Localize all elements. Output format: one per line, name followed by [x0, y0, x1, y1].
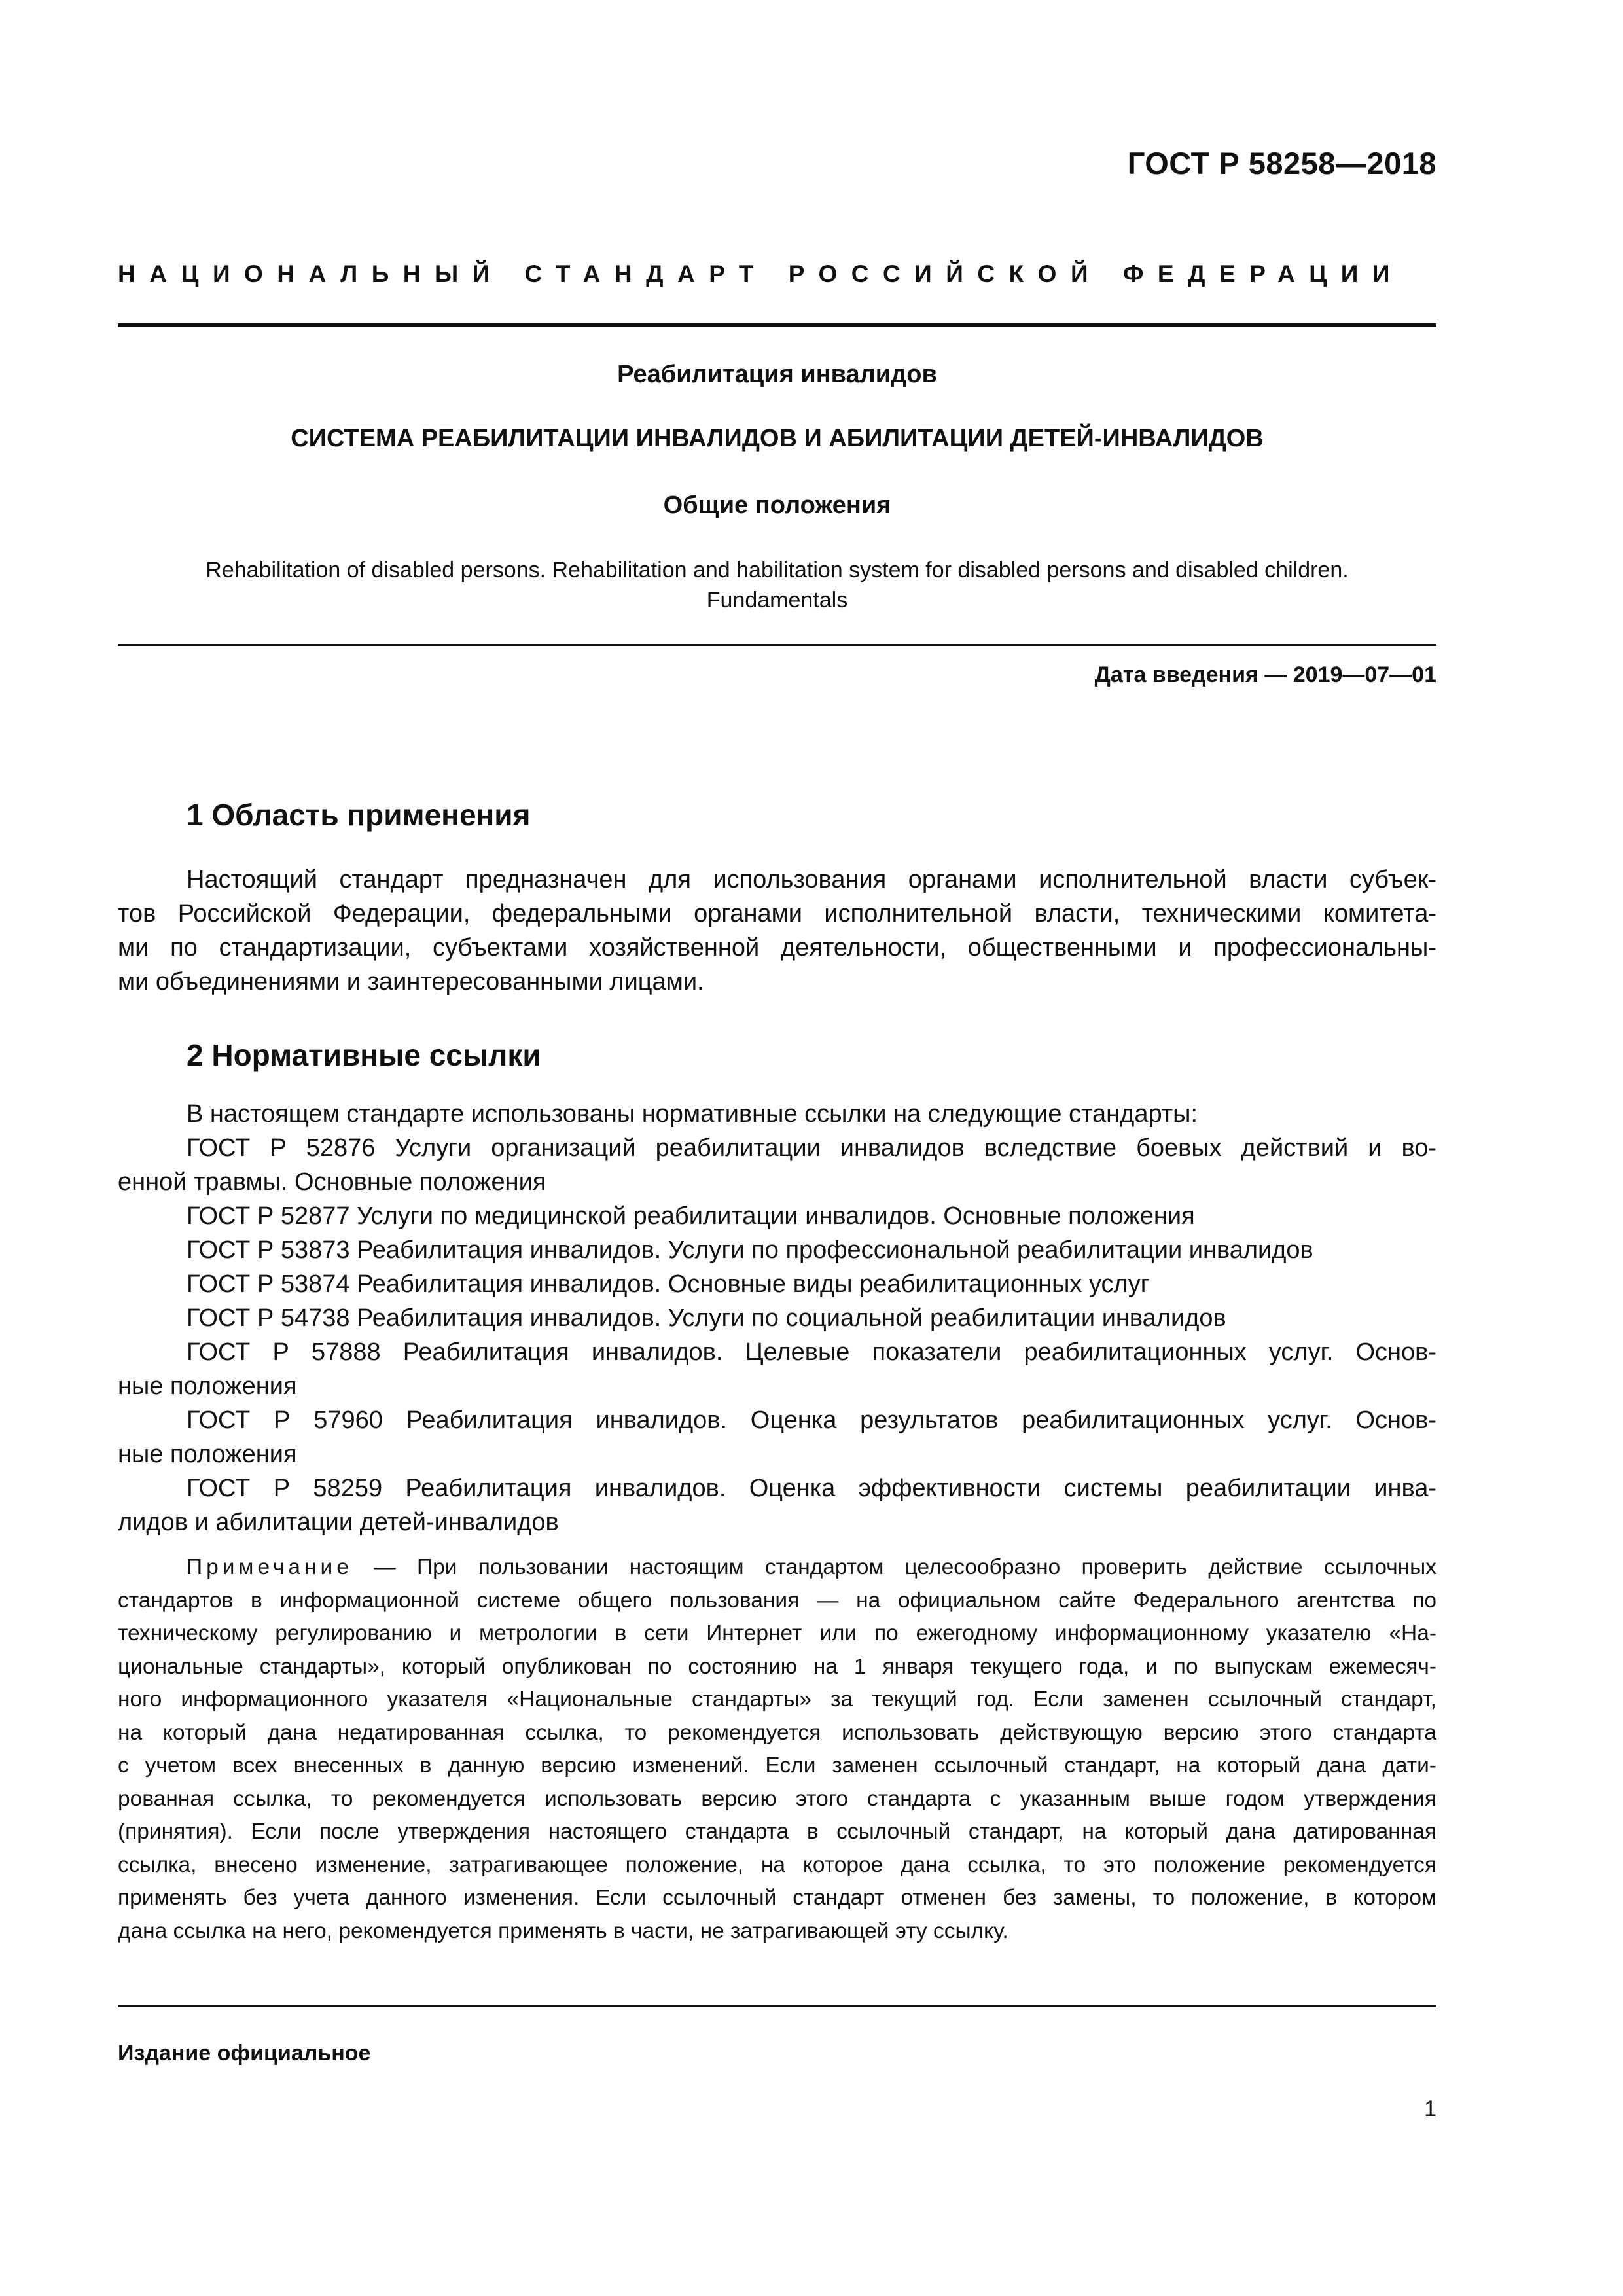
note-line: техническому регулированию и метрологии в сети Интернет или по ежегодному информационному указателю «На- [118, 1621, 1436, 1645]
note-text: — При пользовании настоящим стандартом целесообразно проверить действие ссылочных [352, 1555, 1436, 1579]
note-line: (принятия). Если после утверждения настоящего стандарта в ссылочный стандарт, на который дана датированная [118, 1820, 1436, 1844]
note-line: дана ссылка на него, рекомендуется применять в части, не затрагивающей эту ссылку. [118, 1918, 1008, 1943]
reference-line: ГОСТ Р 52876 Услуги организаций реабилитации инвалидов вследствие боевых действий и во- [187, 1134, 1436, 1162]
reference-line: лидов и абилитации детей-инвалидов [118, 1509, 559, 1536]
section-2-intro: В настоящем стандарте использованы нормативные ссылки на следующие стандарты: [187, 1100, 1198, 1128]
reference-line: ные положения [118, 1372, 297, 1400]
reference-line: енной травмы. Основные положения [118, 1168, 546, 1196]
section-2-references [118, 1097, 1436, 1539]
note-line [118, 1551, 1436, 1585]
note-line: с учетом всех внесенных в данную версию изменений. Если заменен ссылочный стандарт, на который дана дати- [118, 1753, 1436, 1778]
reference-line: ГОСТ Р 53874 Реабилитация инвалидов. Основные виды реабилитационных услуг [187, 1270, 1150, 1298]
section-1-line: тов Российской Федерации, федеральными органами исполнительной власти, техническими комитета- [118, 900, 1436, 927]
note-label: Примечание [187, 1555, 353, 1579]
note-line: ссылка, внесено изменение, затрагивающее положение, на которое дана ссылка, то это положение рекомендуется [118, 1852, 1436, 1877]
document-title: Реабилитация инвалидов [617, 361, 937, 388]
note-line: на который дана недатированная ссылка, то рекомендуется использовать действующую версию этого стандарта [118, 1720, 1436, 1745]
section-1-paragraph [118, 863, 1436, 999]
section-1-line: ми объединениями и заинтересованными лицами. [118, 968, 704, 996]
reference-line: ГОСТ Р 53873 Реабилитация инвалидов. Услуги по профессиональной реабилитации инвалидов [187, 1236, 1313, 1264]
english-title-line-1: Rehabilitation of disabled persons. Rehabilitation and habilitation system for disabled persons and disabled children. [205, 558, 1349, 583]
header-rule [118, 323, 1436, 327]
note-line: циональные стандарты», который опубликован по состоянию на 1 января текущего года, и по выпускам ежемесяч- [118, 1654, 1436, 1679]
official-edition-label: Издание официальное [118, 2041, 371, 2066]
note-line: стандартов в информационной системе общего пользования — на официальном сайте Федерального агентства по [118, 1588, 1436, 1613]
introduction-date: Дата введения — 2019—07—01 [1094, 662, 1436, 687]
national-standard-banner: НАЦИОНАЛЬНЫЙ СТАНДАРТ РОССИЙСКОЙ ФЕДЕРАЦИИ [118, 260, 1404, 287]
reference-line: ГОСТ Р 57960 Реабилитация инвалидов. Оценка результатов реабилитационных услуг. Основ- [187, 1407, 1436, 1434]
reference-line: ГОСТ Р 54738 Реабилитация инвалидов. Услуги по социальной реабилитации инвалидов [187, 1304, 1226, 1332]
document-subtitle: СИСТЕМА РЕАБИЛИТАЦИИ ИНВАЛИДОВ И АБИЛИТАЦИИ ДЕТЕЙ-ИНВАЛИДОВ [291, 425, 1264, 452]
reference-note [118, 1551, 1436, 1948]
reference-line: ные положения [118, 1441, 297, 1468]
english-title-line-2: Fundamentals [706, 588, 848, 613]
reference-line: ГОСТ Р 58259 Реабилитация инвалидов. Оценка эффективности системы реабилитации инва- [187, 1475, 1436, 1502]
english-title [118, 555, 1436, 615]
note-line: применять без учета данного изменения. Если ссылочный стандарт отменен без замены, то положение, в котором [118, 1886, 1436, 1910]
document-code: ГОСТ Р 58258—2018 [1127, 146, 1436, 181]
note-line: рованная ссылка, то рекомендуется использовать версию этого стандарта с указанным выше годом утверждения [118, 1786, 1436, 1811]
document-part-title: Общие положения [663, 492, 891, 519]
section-1-line: ми по стандартизации, субъектами хозяйственной деятельности, общественными и профессиональны- [118, 934, 1436, 961]
reference-line: ГОСТ Р 57888 Реабилитация инвалидов. Целевые показатели реабилитационных услуг. Основ- [187, 1338, 1436, 1366]
note-line: ного информационного указателя «Национальные стандарты» за текущий год. Если заменен ссылочный стандарт, [118, 1687, 1436, 1712]
title-rule [118, 644, 1436, 646]
reference-line: ГОСТ Р 52877 Услуги по медицинской реабилитации инвалидов. Основные положения [187, 1202, 1195, 1230]
page-number: 1 [1424, 2096, 1436, 2121]
section-2-heading: 2 Нормативные ссылки [187, 1038, 541, 1072]
section-1-heading: 1 Область применения [187, 798, 531, 832]
footer-rule [118, 2005, 1436, 2007]
section-1-line: Настоящий стандарт предназначен для использования органами исполнительной власти субъек- [187, 866, 1436, 893]
